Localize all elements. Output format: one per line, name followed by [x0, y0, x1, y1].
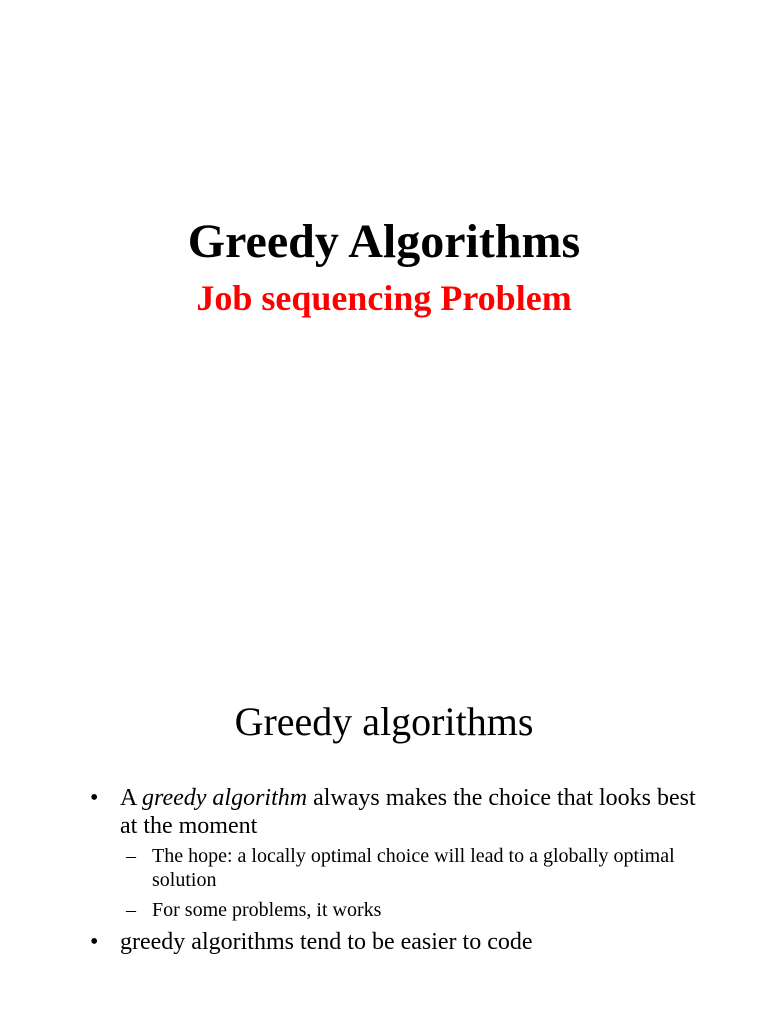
bullet-marker: • — [90, 785, 99, 811]
sub-bullet-item — [120, 898, 700, 922]
sub-bullet-text: For some problems, it works — [152, 899, 382, 921]
sub-bullet-marker: – — [126, 845, 136, 867]
slide-heading: Greedy algorithms — [234, 699, 534, 744]
slide-greedy-algorithms — [0, 512, 768, 1024]
sub-bullet-item — [120, 844, 700, 892]
bullet-item — [90, 784, 700, 922]
bullet-emphasis: greedy algorithm — [142, 785, 308, 811]
bullet-text: greedy algorithms tend to be easier to code — [120, 929, 533, 955]
sub-bullet-marker: – — [126, 899, 136, 921]
bullet-text: always makes the choice that looks best at the moment — [120, 785, 696, 839]
sub-bullet-text: The hope: a locally optimal choice will lead to a globally optimal solution — [152, 845, 675, 891]
bullet-list — [90, 784, 700, 956]
sub-bullet-list — [120, 844, 700, 922]
bullet-prefix: A — [120, 785, 143, 811]
bullet-marker: • — [90, 929, 99, 955]
bullet-item — [90, 928, 700, 956]
page-subtitle: Job sequencing Problem — [196, 278, 572, 318]
page-title: Greedy Algorithms — [187, 215, 581, 268]
